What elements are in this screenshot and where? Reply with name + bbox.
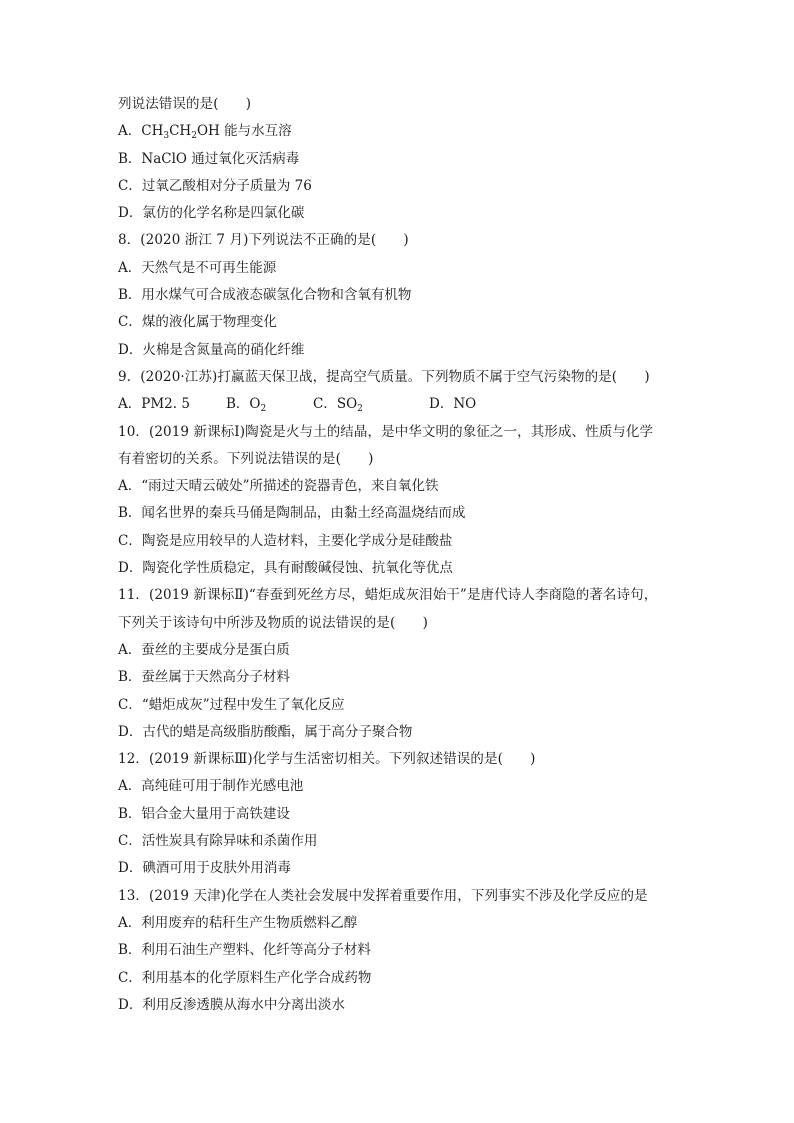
question-9-option-a: A．PM2. 5 bbox=[118, 396, 190, 413]
question-8-option-c: C．煤的液化属于物理变化 bbox=[118, 314, 277, 331]
question-10-option-a: A．“雨过天晴云破处”所描述的瓷器青色，来自氧化铁 bbox=[118, 478, 439, 495]
question-11-stem-line1: 11．(2019 新课标Ⅱ)“春蚕到死丝方尽，蜡炬成灰泪始干”是唐代诗人李商隐的著名诗句， bbox=[118, 587, 658, 604]
question-10-stem-line2: 有着密切的关系。下列说法错误的是( ) bbox=[118, 450, 374, 467]
question-12-stem: 12．(2019 新课标Ⅲ)化学与生活密切相关。下列叙述错误的是( ) bbox=[118, 751, 536, 768]
question-11-option-b: B．蚕丝属于天然高分子材料 bbox=[118, 669, 290, 686]
option-text: OH 能与水互溶 bbox=[196, 123, 292, 140]
question-11-stem-line2: 下列关于该诗句中所涉及物质的说法错误的是( ) bbox=[118, 614, 428, 631]
question-8-stem: 8．(2020 浙江 7 月)下列说法不正确的是( ) bbox=[118, 232, 409, 249]
question-10-option-c: C．陶瓷是应用较早的人造材料，主要化学成分是硅酸盐 bbox=[118, 532, 453, 549]
question-12-option-b: B．铝合金大量用于高铁建设 bbox=[118, 805, 290, 822]
question-7-option-c: C．过氧乙酸相对分子质量为 76 bbox=[118, 177, 312, 194]
question-12-option-a: A．高纯硅可用于制作光感电池 bbox=[118, 778, 304, 795]
subscript: 2 bbox=[357, 404, 363, 415]
option-text: B．O bbox=[226, 396, 261, 413]
question-7-stem: 列说法错误的是( ) bbox=[118, 96, 252, 112]
question-11-option-c: C．“蜡炬成灰”过程中发生了氧化反应 bbox=[118, 696, 345, 713]
question-9-options bbox=[118, 391, 678, 418]
question-13-stem: 13．(2019 天津)化学在人类社会发展中发挥着重要作用，下列事实不涉及化学反应的是 bbox=[118, 887, 648, 904]
question-10-stem-line1: 10．(2019 新课标Ⅰ)陶瓷是火与土的结晶，是中华文明的象征之一，其形成、性质与化学 bbox=[118, 423, 654, 440]
question-13-option-b: B．利用石油生产塑料、化纤等高分子材料 bbox=[118, 942, 371, 959]
question-13-option-a: A．利用废弃的秸秆生产生物质燃料乙醇 bbox=[118, 914, 358, 931]
option-text: A．CH bbox=[118, 123, 164, 140]
question-7-option-d: D．氯仿的化学名称是四氯化碳 bbox=[118, 205, 305, 222]
question-12-option-d: D．碘酒可用于皮肤外用消毒 bbox=[118, 860, 291, 877]
question-9-option-d: D．NO bbox=[429, 396, 477, 413]
question-12-option-c: C．活性炭具有除异味和杀菌作用 bbox=[118, 833, 318, 850]
question-9-stem: 9．(2020·江苏)打赢蓝天保卫战，提高空气质量。下列物质不属于空气污染物的是( ) bbox=[118, 368, 650, 385]
option-text: C．SO bbox=[313, 396, 358, 413]
subscript: 2 bbox=[191, 131, 197, 142]
question-7-option-a bbox=[118, 118, 678, 145]
question-8-option-d: D．火棉是含氮量高的硝化纤维 bbox=[118, 341, 305, 358]
subscript: 3 bbox=[163, 131, 170, 142]
worksheet-page bbox=[118, 91, 678, 1019]
question-8-option-a: A．天然气是不可再生能源 bbox=[118, 259, 277, 276]
question-11-option-d: D．古代的蜡是高级脂肪酸酯，属于高分子聚合物 bbox=[118, 723, 413, 740]
question-7-option-b: B．NaClO 通过氧化灭活病毒 bbox=[118, 150, 300, 167]
question-11-option-a: A．蚕丝的主要成分是蛋白质 bbox=[118, 641, 290, 658]
question-10-option-d: D．陶瓷化学性质稳定，具有耐酸碱侵蚀、抗氧化等优点 bbox=[118, 560, 453, 577]
question-13-option-d: D．利用反渗透膜从海水中分离出淡水 bbox=[118, 996, 345, 1013]
question-9-option-c bbox=[313, 391, 429, 418]
question-8-option-b: B．用水煤气可合成液态碳氢化合物和含氧有机物 bbox=[118, 287, 412, 304]
question-9-option-b bbox=[226, 391, 313, 418]
question-10-option-b: B．闻名世界的秦兵马俑是陶制品，由黏土经高温烧结而成 bbox=[118, 505, 466, 522]
subscript: 2 bbox=[260, 404, 267, 415]
question-13-option-c: C．利用基本的化学原料生产化学合成药物 bbox=[118, 969, 372, 986]
option-text: CH bbox=[169, 123, 192, 140]
